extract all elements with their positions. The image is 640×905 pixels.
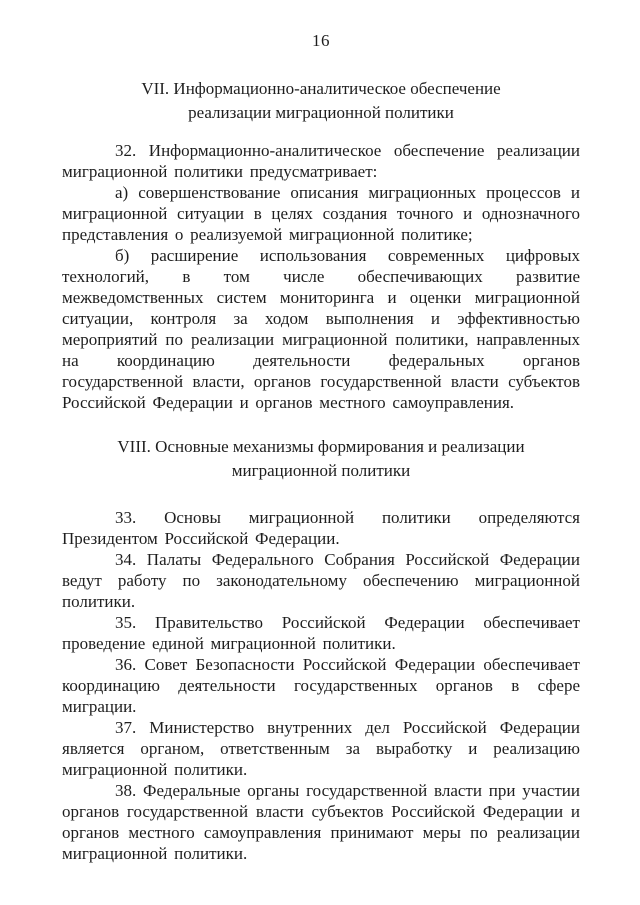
paragraph-37: 37. Министерство внутренних дел Российской Федерации является органом, ответственным за выработку и реализацию миграционной политики.: [62, 718, 580, 779]
paragraph-32-item-a: а) совершенствование описания миграционных процессов и миграционной ситуации в целях создания точного и однозначного представления о реализуемой миграционной политике;: [62, 183, 580, 244]
section-viii-heading-line-2: миграционной политики: [231, 461, 411, 480]
paragraph-33: 33. Основы миграционной политики определяются Президентом Российской Федерации.: [62, 508, 580, 548]
section-viii-heading: [62, 435, 580, 483]
paragraph-38: 38. Федеральные органы государственной власти при участии органов государственной власти субъектов Российской Федерации и органов местного самоуправления принимают меры по реализации миграционной политики.: [62, 781, 580, 863]
paragraph-35: 35. Правительство Российской Федерации обеспечивает проведение единой миграционной политики.: [62, 613, 580, 653]
section-vii-heading-line-1: VII. Информационно-аналитическое обеспечение: [141, 79, 501, 98]
page-number: 16: [312, 31, 330, 50]
paragraph-32-item-b: б) расширение использования современных цифровых технологий, в том числе обеспечивающих развитие межведомственных систем мониторинга и оценки миграционной ситуации, контроля за ходом выполнения и эффективностью мероприятий по реализации миграционной политики, направленных на координацию деятельности федеральных органов государственной власти, органов государственной власти субъектов Российской Федерации и органов местного самоуправления.: [62, 246, 580, 412]
section-vii: [62, 77, 580, 413]
paragraph-34: 34. Палаты Федерального Собрания Российской Федерации ведут работу по законодательному обеспечению миграционной политики.: [62, 550, 580, 611]
paragraph-36: 36. Совет Безопасности Российской Федерации обеспечивает координацию деятельности государственных органов в сфере миграции.: [62, 655, 580, 716]
paragraph-32: 32. Информационно-аналитическое обеспечение реализации миграционной политики предусматривает:: [62, 141, 580, 181]
section-viii: [62, 435, 580, 864]
section-viii-heading-line-1: VIII. Основные механизмы формирования и реализации: [117, 437, 525, 456]
section-vii-heading: [62, 77, 580, 125]
section-vii-heading-line-2: реализации миграционной политики: [188, 103, 454, 122]
